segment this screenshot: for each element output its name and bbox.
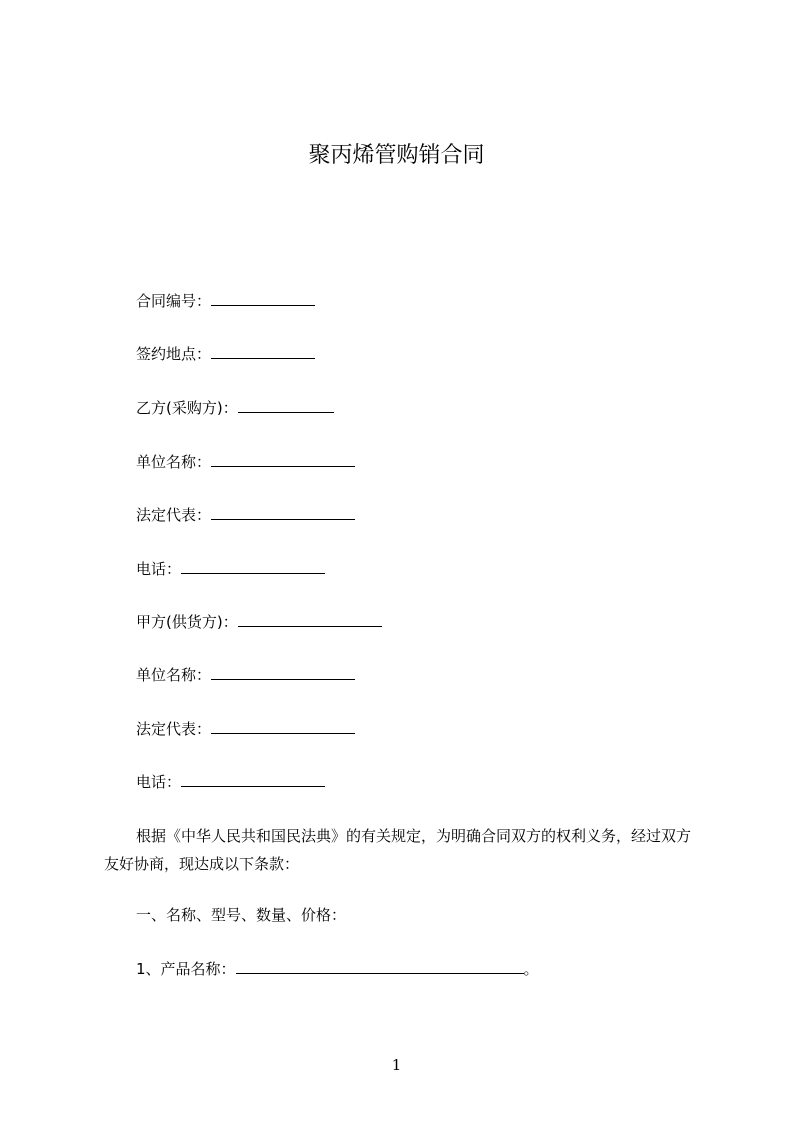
party-a-representative-label: 法定代表： bbox=[136, 720, 212, 738]
party-b-label: 乙方(采购方)： bbox=[136, 399, 238, 417]
contract-number-blank[interactable] bbox=[211, 290, 315, 306]
page-number: 1 bbox=[391, 1056, 402, 1074]
party-a-company-line bbox=[136, 664, 355, 686]
party-b-phone-blank[interactable] bbox=[181, 558, 325, 574]
party-a-line bbox=[136, 611, 382, 633]
signing-place-label: 签约地点： bbox=[136, 345, 212, 363]
party-a-representative-blank[interactable] bbox=[211, 718, 355, 734]
product-name-line bbox=[136, 958, 539, 980]
party-b-representative-blank[interactable] bbox=[211, 504, 355, 520]
party-a-phone-blank[interactable] bbox=[181, 771, 325, 787]
party-b-line bbox=[136, 397, 334, 419]
preamble-paragraph: 根据《中华人民共和国民法典》的有关规定，为明确合同双方的权利义务，经过双方友好协商，现达成以下条款： bbox=[104, 827, 692, 873]
party-b-company-line bbox=[136, 451, 355, 473]
party-b-representative-label: 法定代表： bbox=[136, 506, 212, 524]
party-b-company-blank[interactable] bbox=[211, 451, 355, 467]
party-a-phone-label: 电话： bbox=[136, 773, 182, 791]
party-b-company-label: 单位名称： bbox=[136, 453, 212, 471]
product-name-label: 1、产品名称： bbox=[136, 960, 236, 978]
party-a-blank[interactable] bbox=[238, 611, 382, 627]
signing-place-line bbox=[136, 343, 315, 365]
contract-number-line bbox=[136, 290, 315, 312]
party-a-label: 甲方(供货方)： bbox=[136, 613, 238, 631]
product-name-blank[interactable] bbox=[236, 958, 524, 974]
party-b-blank[interactable] bbox=[238, 397, 334, 413]
signing-place-blank[interactable] bbox=[211, 343, 315, 359]
party-b-phone-label: 电话： bbox=[136, 560, 182, 578]
page-title: 聚丙烯管购销合同 bbox=[308, 143, 485, 168]
party-a-phone-line bbox=[136, 771, 325, 793]
product-name-suffix: 。 bbox=[523, 960, 539, 978]
party-a-company-label: 单位名称： bbox=[136, 666, 212, 684]
party-b-representative-line bbox=[136, 504, 355, 526]
party-a-representative-line bbox=[136, 718, 355, 740]
party-b-phone-line bbox=[136, 558, 325, 580]
section-1-heading: 一、名称、型号、数量、价格： bbox=[136, 906, 347, 924]
party-a-company-blank[interactable] bbox=[211, 664, 355, 680]
contract-number-label: 合同编号： bbox=[136, 292, 212, 310]
